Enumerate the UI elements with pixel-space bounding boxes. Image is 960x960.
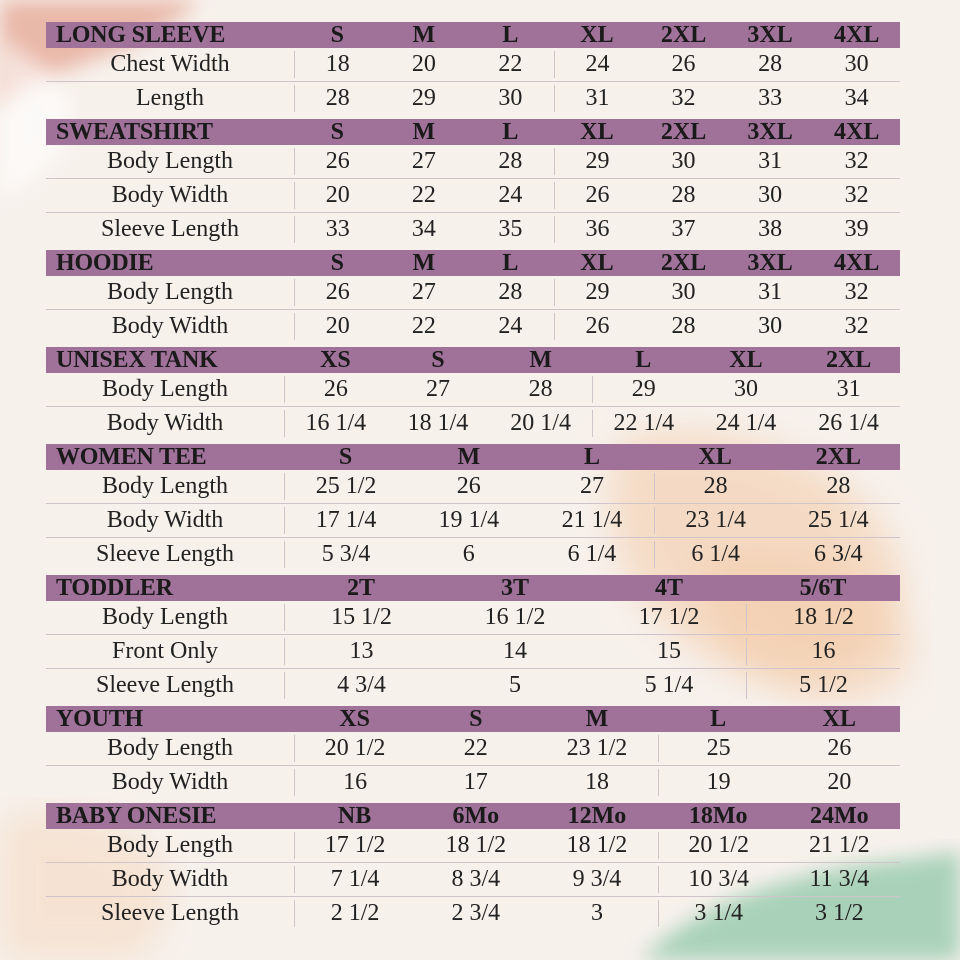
size-heading: XL	[580, 249, 614, 276]
measurement-label: Body Length	[102, 376, 228, 402]
size-heading: S	[431, 346, 445, 373]
measurement-value: 27	[579, 473, 604, 499]
measurement-value: 7 1/4	[294, 866, 415, 893]
measurement-value: 36	[554, 216, 641, 243]
measurement-value: 20	[294, 182, 381, 209]
measurement-value: 32	[844, 313, 869, 339]
measurement-value: 16 1/2	[484, 604, 546, 630]
measurement-row	[46, 668, 900, 702]
measurement-row	[46, 406, 900, 440]
section-title: BABY ONESIE	[56, 802, 217, 829]
measurement-row	[46, 732, 900, 765]
measurement-row	[46, 470, 900, 503]
measurement-row	[46, 537, 900, 571]
size-heading: 6Mo	[452, 802, 500, 829]
size-heading: XS	[339, 705, 370, 732]
measurement-value: 27	[411, 279, 436, 305]
measurement-value: 15	[657, 638, 681, 664]
measurement-value: 8 3/4	[451, 866, 501, 892]
measurement-value: 31	[836, 376, 861, 402]
size-heading: 4XL	[833, 118, 880, 145]
measurement-label: Body Length	[107, 832, 233, 858]
section-title: WOMEN TEE	[56, 443, 207, 470]
measurement-value: 29	[554, 148, 641, 175]
size-section	[46, 444, 900, 571]
measurement-value: 32	[844, 279, 869, 305]
size-section	[46, 250, 900, 343]
measurement-value: 28	[671, 313, 696, 339]
measurement-row	[46, 373, 900, 406]
measurement-row	[46, 276, 900, 309]
size-heading: 3XL	[747, 118, 793, 145]
measurement-value: 26	[456, 473, 481, 499]
measurement-value: 6 3/4	[814, 541, 863, 567]
measurement-value: 28	[671, 182, 696, 208]
measurement-row	[46, 634, 900, 668]
size-heading: 12Mo	[567, 802, 627, 829]
size-heading: 2XL	[825, 346, 872, 373]
size-heading: 4XL	[833, 249, 880, 276]
measurement-row	[46, 765, 900, 799]
size-heading: S	[330, 118, 344, 145]
measurement-row	[46, 829, 900, 862]
measurement-value: 26	[294, 148, 381, 175]
measurement-value: 20	[827, 769, 852, 795]
size-heading: NB	[337, 802, 372, 829]
measurement-row	[46, 178, 900, 212]
measurement-value: 26	[827, 735, 852, 761]
section-header	[46, 444, 900, 470]
size-heading: 2XL	[815, 443, 862, 470]
measurement-label: Sleeve Length	[96, 541, 234, 567]
measurement-value: 28	[294, 85, 381, 112]
measurement-value: 31	[758, 148, 783, 174]
measurement-value: 16	[294, 769, 415, 796]
measurement-value: 16 1/4	[284, 410, 387, 437]
measurement-value: 20 1/2	[658, 832, 779, 859]
measurement-value: 27	[411, 148, 436, 174]
size-heading: XL	[729, 346, 763, 373]
measurement-value: 28	[826, 473, 851, 499]
size-heading: 18Mo	[688, 802, 748, 829]
measurement-value: 5 3/4	[284, 541, 407, 568]
measurement-value: 5	[509, 672, 521, 698]
measurement-value: 30	[671, 279, 696, 305]
size-section	[46, 803, 900, 930]
measurement-value: 28	[498, 279, 523, 305]
size-heading: XL	[822, 705, 857, 732]
measurement-row	[46, 896, 900, 930]
measurement-value: 17 1/2	[294, 832, 415, 859]
size-heading: M	[457, 443, 481, 470]
size-section	[46, 706, 900, 799]
size-heading: 5/6T	[799, 574, 847, 601]
measurement-value: 6	[462, 541, 475, 567]
measurement-value: 20 1/4	[510, 410, 571, 436]
measurement-label: Sleeve Length	[101, 216, 239, 242]
section-title: UNISEX TANK	[56, 346, 218, 373]
size-heading: L	[635, 346, 652, 373]
measurement-value: 25	[658, 735, 779, 762]
measurement-value: 34	[844, 85, 869, 111]
measurement-value: 33	[758, 85, 783, 111]
size-heading: S	[330, 21, 344, 48]
measurement-row	[46, 601, 900, 634]
measurement-value: 24	[498, 313, 523, 339]
measurement-value: 28	[498, 148, 523, 174]
measurement-label: Sleeve Length	[101, 900, 239, 926]
measurement-value: 29	[592, 376, 695, 403]
size-heading: L	[502, 21, 519, 48]
measurement-value: 19 1/4	[438, 507, 500, 533]
measurement-value: 22	[498, 51, 523, 77]
measurement-value: 22	[463, 735, 488, 761]
size-heading: 2XL	[660, 21, 707, 48]
measurement-value: 22	[411, 182, 436, 208]
measurement-value: 18 1/4	[407, 410, 469, 436]
measurement-value: 18 1/2	[445, 832, 507, 858]
measurement-value: 26	[554, 182, 641, 209]
size-heading: M	[412, 118, 436, 145]
section-header	[46, 575, 900, 601]
measurement-value: 2 3/4	[451, 900, 501, 926]
measurement-value: 29	[554, 279, 641, 306]
section-header	[46, 706, 900, 732]
measurement-value: 22 1/4	[592, 410, 695, 437]
size-heading: 3XL	[747, 249, 793, 276]
measurement-label: Body Width	[111, 182, 229, 208]
measurement-value: 20 1/2	[294, 735, 415, 762]
size-heading: L	[710, 705, 727, 732]
measurement-value: 38	[758, 216, 783, 242]
section-header	[46, 119, 900, 145]
measurement-value: 17 1/4	[284, 507, 407, 534]
measurement-value: 9 3/4	[572, 866, 622, 892]
measurement-value: 10 3/4	[658, 866, 779, 893]
measurement-value: 5 1/4	[644, 672, 694, 698]
measurement-value: 21 1/2	[809, 832, 870, 858]
measurement-value: 6 1/4	[654, 541, 777, 568]
size-heading: M	[412, 249, 436, 276]
measurement-value: 35	[498, 216, 523, 242]
measurement-label: Body Length	[107, 735, 233, 761]
measurement-value: 17 1/2	[638, 604, 700, 630]
size-heading: M	[412, 21, 436, 48]
section-header	[46, 803, 900, 829]
measurement-value: 28	[758, 51, 783, 77]
measurement-value: 22	[411, 313, 436, 339]
measurement-value: 20	[411, 51, 436, 77]
size-heading: L	[502, 249, 519, 276]
measurement-value: 15 1/2	[284, 604, 438, 631]
section-title: TODDLER	[56, 574, 173, 601]
measurement-value: 30	[498, 85, 523, 111]
measurement-label: Body Length	[107, 279, 233, 305]
measurement-row	[46, 862, 900, 896]
measurement-value: 18 1/2	[746, 604, 900, 631]
measurement-value: 32	[671, 85, 696, 111]
measurement-value: 25 1/4	[808, 507, 869, 533]
measurement-value: 24 1/4	[715, 410, 777, 436]
measurement-value: 3	[590, 900, 603, 926]
section-title: SWEATSHIRT	[56, 118, 213, 145]
measurement-value: 5 1/2	[746, 672, 900, 699]
measurement-value: 2 1/2	[294, 900, 415, 927]
measurement-value: 26 1/4	[818, 410, 879, 436]
measurement-value: 18 1/2	[566, 832, 628, 858]
measurement-label: Body Width	[111, 866, 229, 892]
size-section	[46, 347, 900, 440]
section-header	[46, 250, 900, 276]
measurement-value: 23 1/4	[654, 507, 777, 534]
measurement-row	[46, 503, 900, 537]
size-heading: L	[502, 118, 519, 145]
measurement-value: 4 3/4	[284, 672, 438, 699]
size-heading: 2T	[346, 574, 375, 601]
size-heading: XL	[580, 21, 614, 48]
measurement-value: 18	[294, 51, 381, 78]
measurement-label: Sleeve Length	[96, 672, 234, 698]
measurement-value: 29	[411, 85, 436, 111]
measurement-label: Body Length	[102, 473, 228, 499]
measurement-value: 31	[758, 279, 783, 305]
measurement-value: 28	[654, 473, 777, 500]
measurement-row	[46, 212, 900, 246]
measurement-value: 17	[463, 769, 488, 795]
measurement-value: 19	[658, 769, 779, 796]
measurement-value: 6 1/4	[567, 541, 617, 567]
size-heading: XL	[698, 443, 732, 470]
size-heading: 4XL	[833, 21, 880, 48]
size-heading: 3XL	[747, 21, 793, 48]
size-heading: M	[585, 705, 609, 732]
size-heading: L	[583, 443, 600, 470]
measurement-value: 25 1/2	[284, 473, 407, 500]
measurement-value: 26	[294, 279, 381, 306]
section-header	[46, 22, 900, 48]
measurement-value: 26	[671, 51, 696, 77]
size-heading: 2XL	[660, 118, 707, 145]
measurement-value: 30	[758, 182, 783, 208]
section-title: LONG SLEEVE	[56, 21, 226, 48]
measurement-value: 13	[284, 638, 438, 665]
measurement-value: 33	[294, 216, 381, 243]
size-heading: S	[330, 249, 344, 276]
measurement-value: 3 1/4	[658, 900, 779, 927]
measurement-label: Body Width	[111, 313, 229, 339]
measurement-value: 31	[554, 85, 641, 112]
measurement-value: 27	[425, 376, 450, 402]
size-heading: 4T	[654, 574, 683, 601]
measurement-label: Length	[136, 85, 204, 111]
measurement-value: 30	[733, 376, 758, 402]
size-chart	[46, 22, 900, 930]
size-heading: 24Mo	[810, 802, 869, 829]
section-title: HOODIE	[56, 249, 154, 276]
measurement-row	[46, 145, 900, 178]
size-section	[46, 575, 900, 702]
measurement-value: 26	[284, 376, 387, 403]
measurement-value: 30	[844, 51, 869, 77]
measurement-value: 21 1/4	[561, 507, 623, 533]
size-heading: 3T	[500, 574, 529, 601]
measurement-value: 37	[671, 216, 696, 242]
size-heading: XL	[580, 118, 614, 145]
measurement-label: Body Width	[106, 507, 224, 533]
size-heading: S	[338, 443, 353, 470]
measurement-value: 24	[498, 182, 523, 208]
measurement-label: Body Width	[111, 769, 229, 795]
measurement-label: Front Only	[111, 638, 218, 664]
measurement-row	[46, 81, 900, 115]
size-heading: 2XL	[660, 249, 707, 276]
measurement-value: 39	[844, 216, 869, 242]
size-section	[46, 22, 900, 115]
measurement-value: 11 3/4	[809, 866, 870, 892]
measurement-value: 20	[294, 313, 381, 340]
measurement-value: 32	[844, 148, 869, 174]
measurement-value: 24	[554, 51, 641, 78]
section-title: YOUTH	[56, 705, 144, 732]
measurement-label: Body Length	[102, 604, 228, 630]
measurement-row	[46, 309, 900, 343]
measurement-value: 32	[844, 182, 869, 208]
measurement-value: 16	[746, 638, 900, 665]
measurement-value: 30	[758, 313, 783, 339]
measurement-value: 18	[584, 769, 609, 795]
measurement-value: 30	[671, 148, 696, 174]
measurement-value: 26	[554, 313, 641, 340]
measurement-value: 23 1/2	[566, 735, 628, 761]
measurement-value: 14	[503, 638, 527, 664]
measurement-value: 28	[528, 376, 553, 402]
measurement-label: Body Length	[107, 148, 233, 174]
section-header	[46, 347, 900, 373]
size-heading: M	[529, 346, 552, 373]
measurement-row	[46, 48, 900, 81]
measurement-label: Body Width	[106, 410, 224, 436]
measurement-value: 3 1/2	[815, 900, 864, 926]
measurement-label: Chest Width	[110, 51, 230, 77]
size-section	[46, 119, 900, 246]
measurement-value: 34	[411, 216, 436, 242]
size-heading: S	[469, 705, 483, 732]
size-heading: XS	[319, 346, 351, 373]
